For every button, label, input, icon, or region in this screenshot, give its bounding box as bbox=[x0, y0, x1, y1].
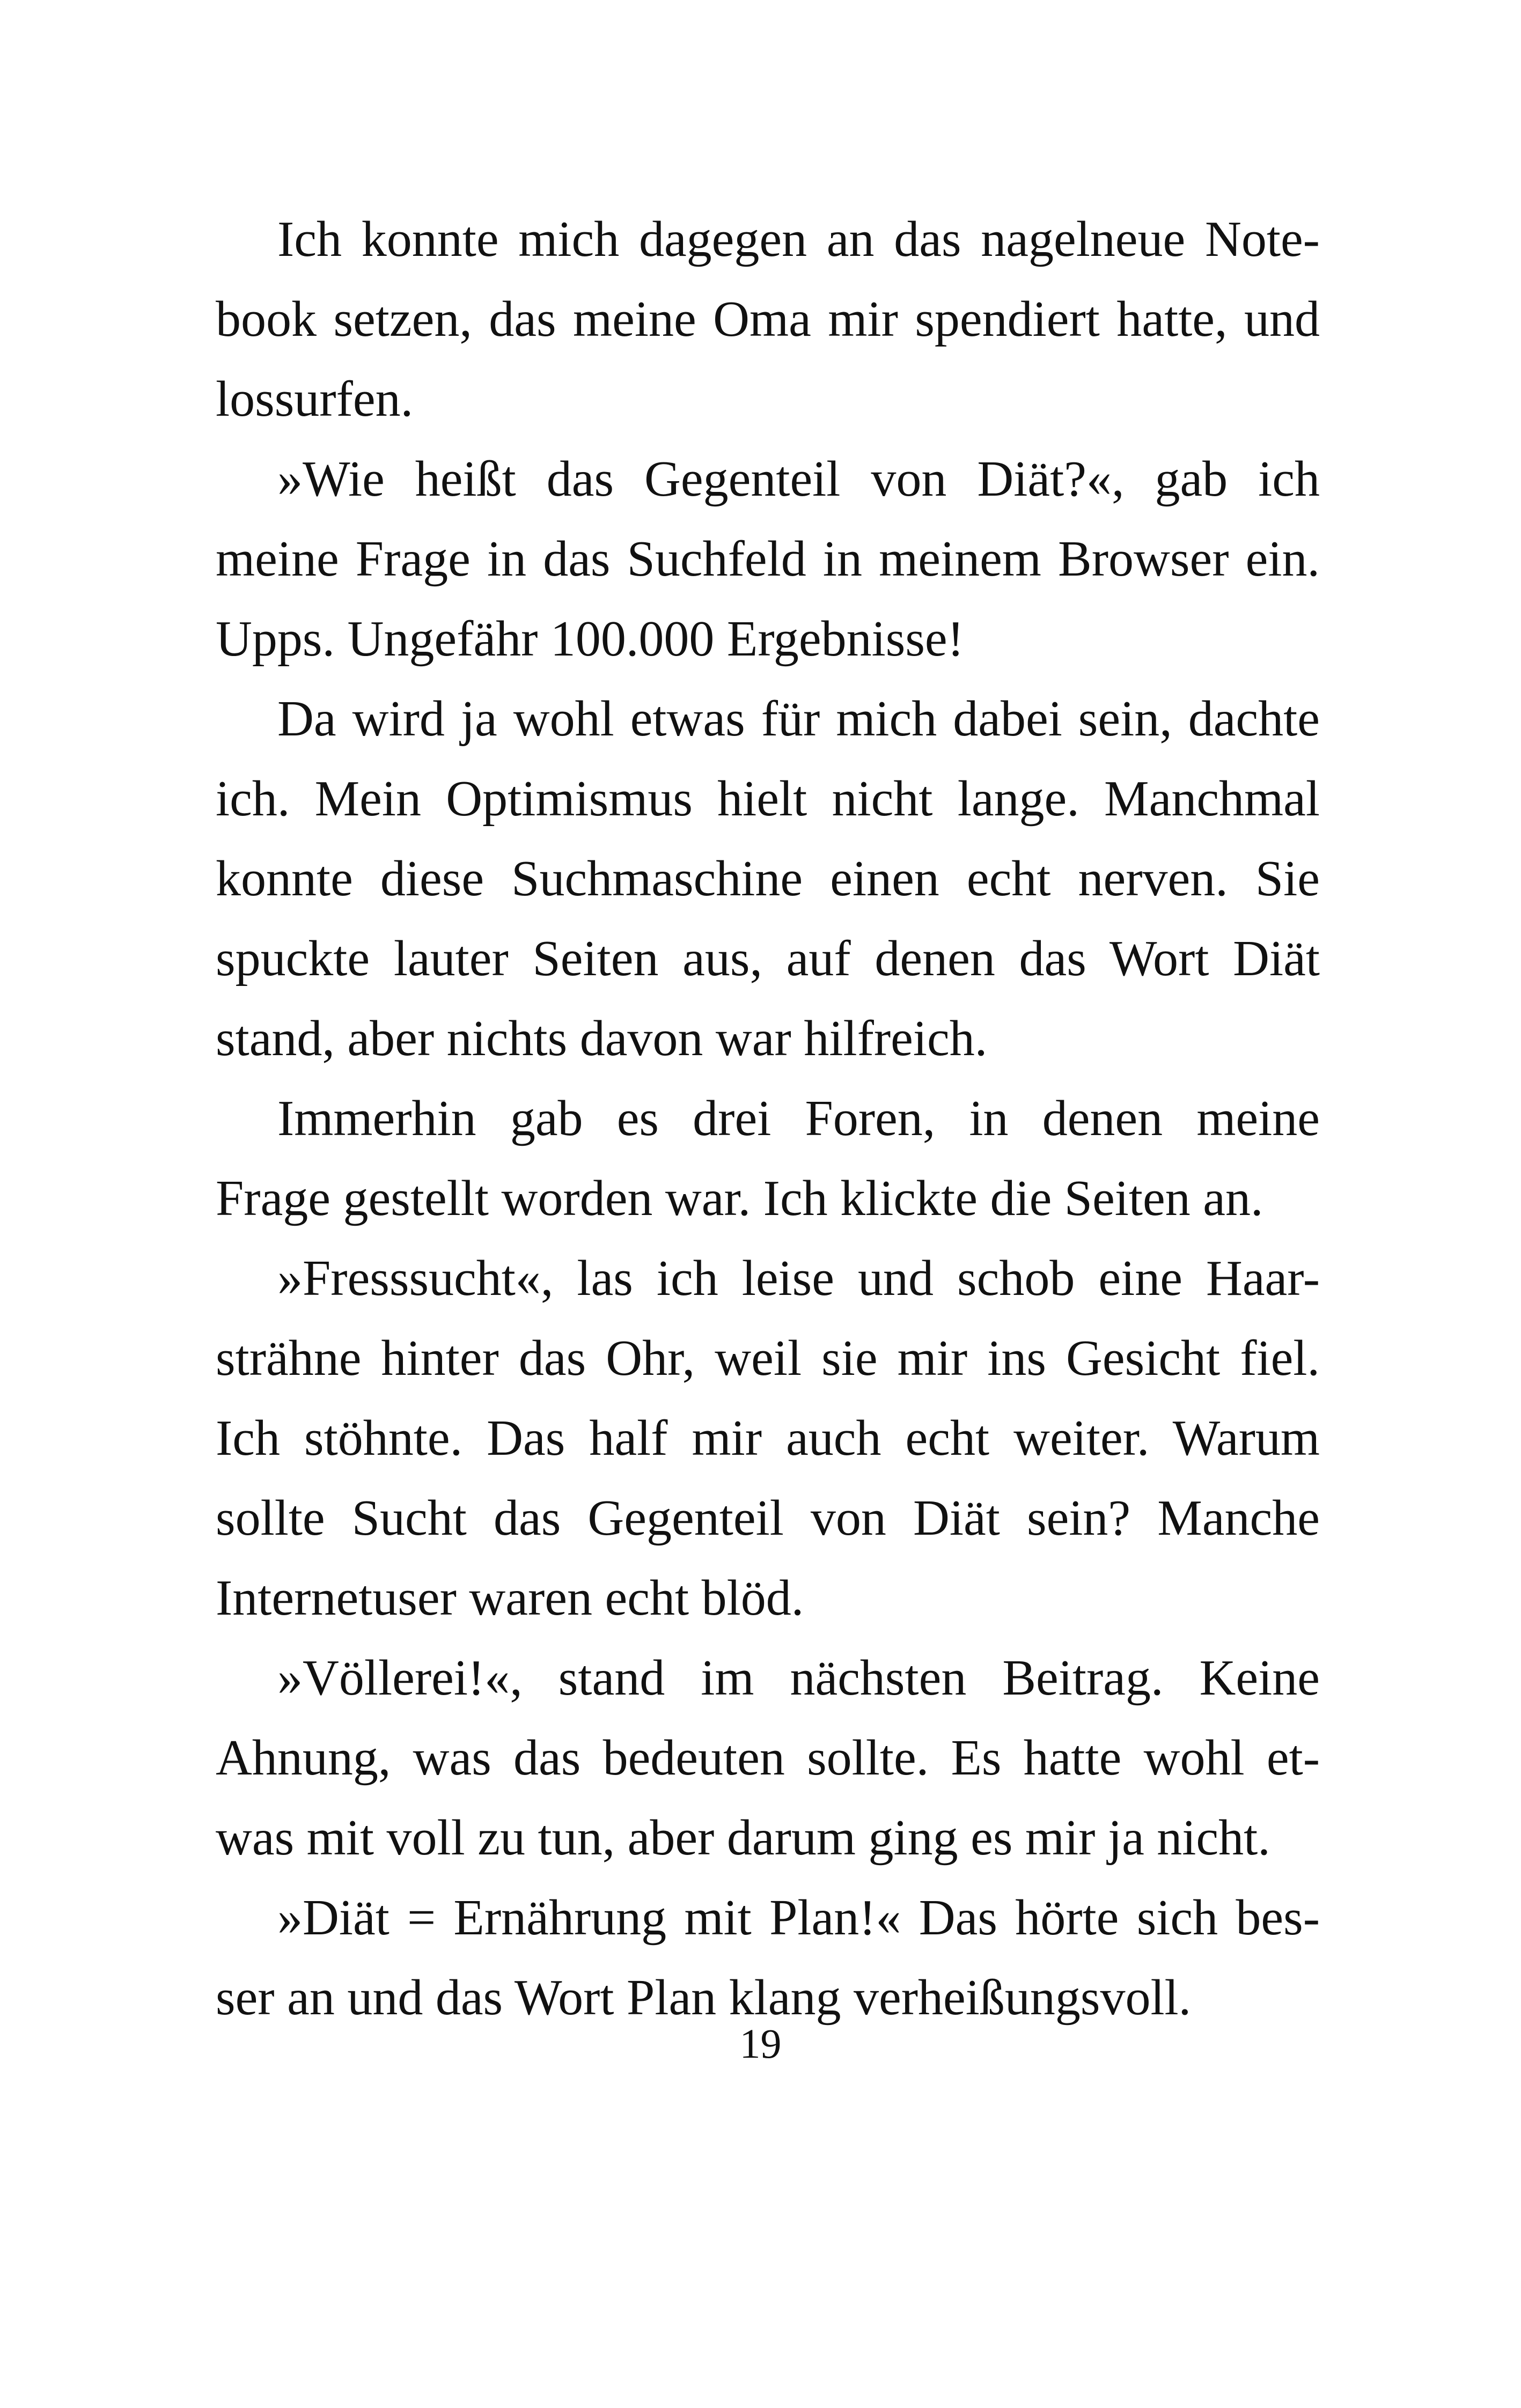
text-line: Ahnung, was das bedeuten sollte. Es hatte wohl et- bbox=[216, 1730, 1320, 1786]
text-line: ich. Mein Optimismus hielt nicht lange. Manchmal bbox=[216, 771, 1320, 827]
text-line: lossurfen. bbox=[216, 371, 414, 427]
text-line: konnte diese Suchmaschine einen echt nerven. Sie bbox=[216, 851, 1320, 907]
text-line: Ich konnte mich dagegen an das nagelneue Note- bbox=[277, 211, 1320, 267]
body-text bbox=[216, 200, 1320, 2038]
text-line: ser an und das Wort Plan klang verheißungsvoll. bbox=[216, 1970, 1192, 2026]
text-line: stand, aber nichts davon war hilfreich. bbox=[216, 1011, 988, 1066]
text-line: was mit voll zu tun, aber darum ging es mir ja nicht. bbox=[216, 1810, 1270, 1866]
text-line: Ich stöhnte. Das half mir auch echt weiter. Warum bbox=[216, 1410, 1320, 1466]
text-line: »Diät = Ernährung mit Plan!« Das hörte sich bes- bbox=[277, 1890, 1320, 1946]
text-line: spuckte lauter Seiten aus, auf denen das Wort Diät bbox=[216, 931, 1320, 986]
text-line: book setzen, das meine Oma mir spendiert hatte, und bbox=[216, 291, 1320, 347]
text-line: meine Frage in das Suchfeld in meinem Browser ein. bbox=[216, 531, 1320, 587]
text-line: strähne hinter das Ohr, weil sie mir ins Gesicht fiel. bbox=[216, 1330, 1320, 1386]
text-line: Da wird ja wohl etwas für mich dabei sein, dachte bbox=[277, 691, 1320, 747]
text-line: Internetuser waren echt blöd. bbox=[216, 1570, 804, 1626]
text-line: »Völlerei!«, stand im nächsten Beitrag. Keine bbox=[277, 1650, 1320, 1706]
text-line: Upps. Ungefähr 100.000 Ergebnisse! bbox=[216, 611, 964, 667]
text-line: Frage gestellt worden war. Ich klickte die Seiten an. bbox=[216, 1170, 1263, 1226]
text-line: »Fresssucht«, las ich leise und schob eine Haar- bbox=[277, 1250, 1320, 1306]
text-line: Immerhin gab es drei Foren, in denen meine bbox=[277, 1091, 1320, 1146]
page-number: 19 bbox=[739, 2020, 782, 2067]
text-line: sollte Sucht das Gegenteil von Diät sein? Manche bbox=[216, 1490, 1320, 1546]
text-line: »Wie heißt das Gegenteil von Diät?«, gab ich bbox=[277, 451, 1320, 507]
